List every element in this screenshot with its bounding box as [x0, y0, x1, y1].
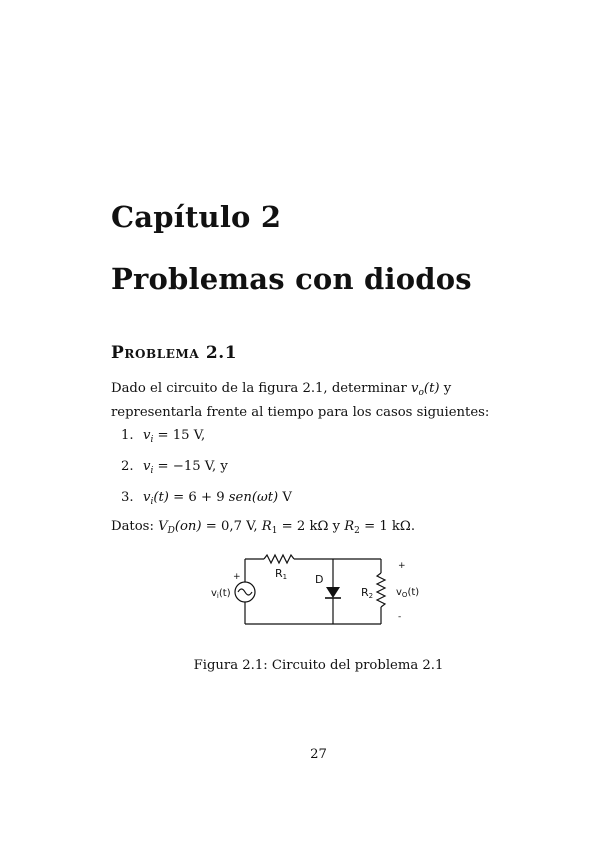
r2-value: = 1 kΩ.: [359, 519, 416, 534]
case-number: 2.: [121, 459, 134, 474]
case-number: 3.: [121, 490, 134, 505]
r1-value: = 2 kΩ y: [277, 519, 345, 534]
resistor-r1: [264, 555, 294, 563]
diode-label: D: [315, 573, 324, 586]
case-var-sub: i: [150, 435, 154, 445]
chapter-title: Problemas con diodos: [111, 262, 472, 296]
case-value: = 15 V,: [153, 428, 206, 443]
chapter-label: Capítulo 2: [111, 200, 282, 234]
vd-symbol: V: [158, 519, 168, 534]
r1-symbol: R: [261, 519, 272, 534]
case-var-sub: i: [150, 497, 154, 507]
out-plus-label: +: [398, 561, 406, 571]
case-func-arg: (ωt): [251, 490, 279, 505]
r2-sub: 2: [354, 526, 360, 536]
figure-caption: Figura 2.1: Circuito del problema 2.1: [193, 658, 444, 673]
statement-var-sub: o: [418, 388, 424, 398]
case-value: = 6 + 9: [168, 490, 229, 505]
vd-sub: D: [167, 526, 175, 536]
case-var-sub: i: [150, 466, 154, 476]
r1-label: R1: [275, 567, 288, 581]
resistor-r2: [377, 573, 385, 607]
case-var: v: [143, 490, 151, 505]
statement-text-2: y representarla frente al tiempo para los casos siguientes:: [111, 381, 490, 420]
case-tail: V: [278, 490, 292, 505]
case-var-arg: (t): [153, 490, 169, 505]
r2-label: R2: [361, 586, 374, 600]
diode-icon: [325, 587, 341, 598]
page-number: 27: [310, 747, 327, 762]
source-label: $v_i(t)$: [211, 588, 231, 600]
out-label: $v_O(t)$: [396, 587, 420, 599]
out-minus-label: -: [398, 612, 402, 622]
vd-value: = 0,7 V,: [201, 519, 262, 534]
r1-sub: 1: [271, 526, 278, 536]
statement-var: v: [411, 381, 419, 396]
vd-arg: (on): [174, 519, 202, 534]
r2-symbol: R: [344, 519, 355, 534]
case-func: sen: [228, 490, 252, 505]
case-number: 1.: [121, 428, 134, 443]
source-plus-label: +: [233, 572, 241, 582]
case-value: = −15 V, y: [153, 459, 228, 474]
statement-var-arg: (t): [423, 381, 440, 396]
case-var: v: [143, 459, 151, 474]
datos-label: Datos:: [111, 519, 159, 534]
case-var: v: [143, 428, 151, 443]
problem-heading: Problema 2.1: [111, 343, 238, 363]
statement-text-1: Dado el circuito de la figura 2.1, determinar: [111, 381, 412, 396]
